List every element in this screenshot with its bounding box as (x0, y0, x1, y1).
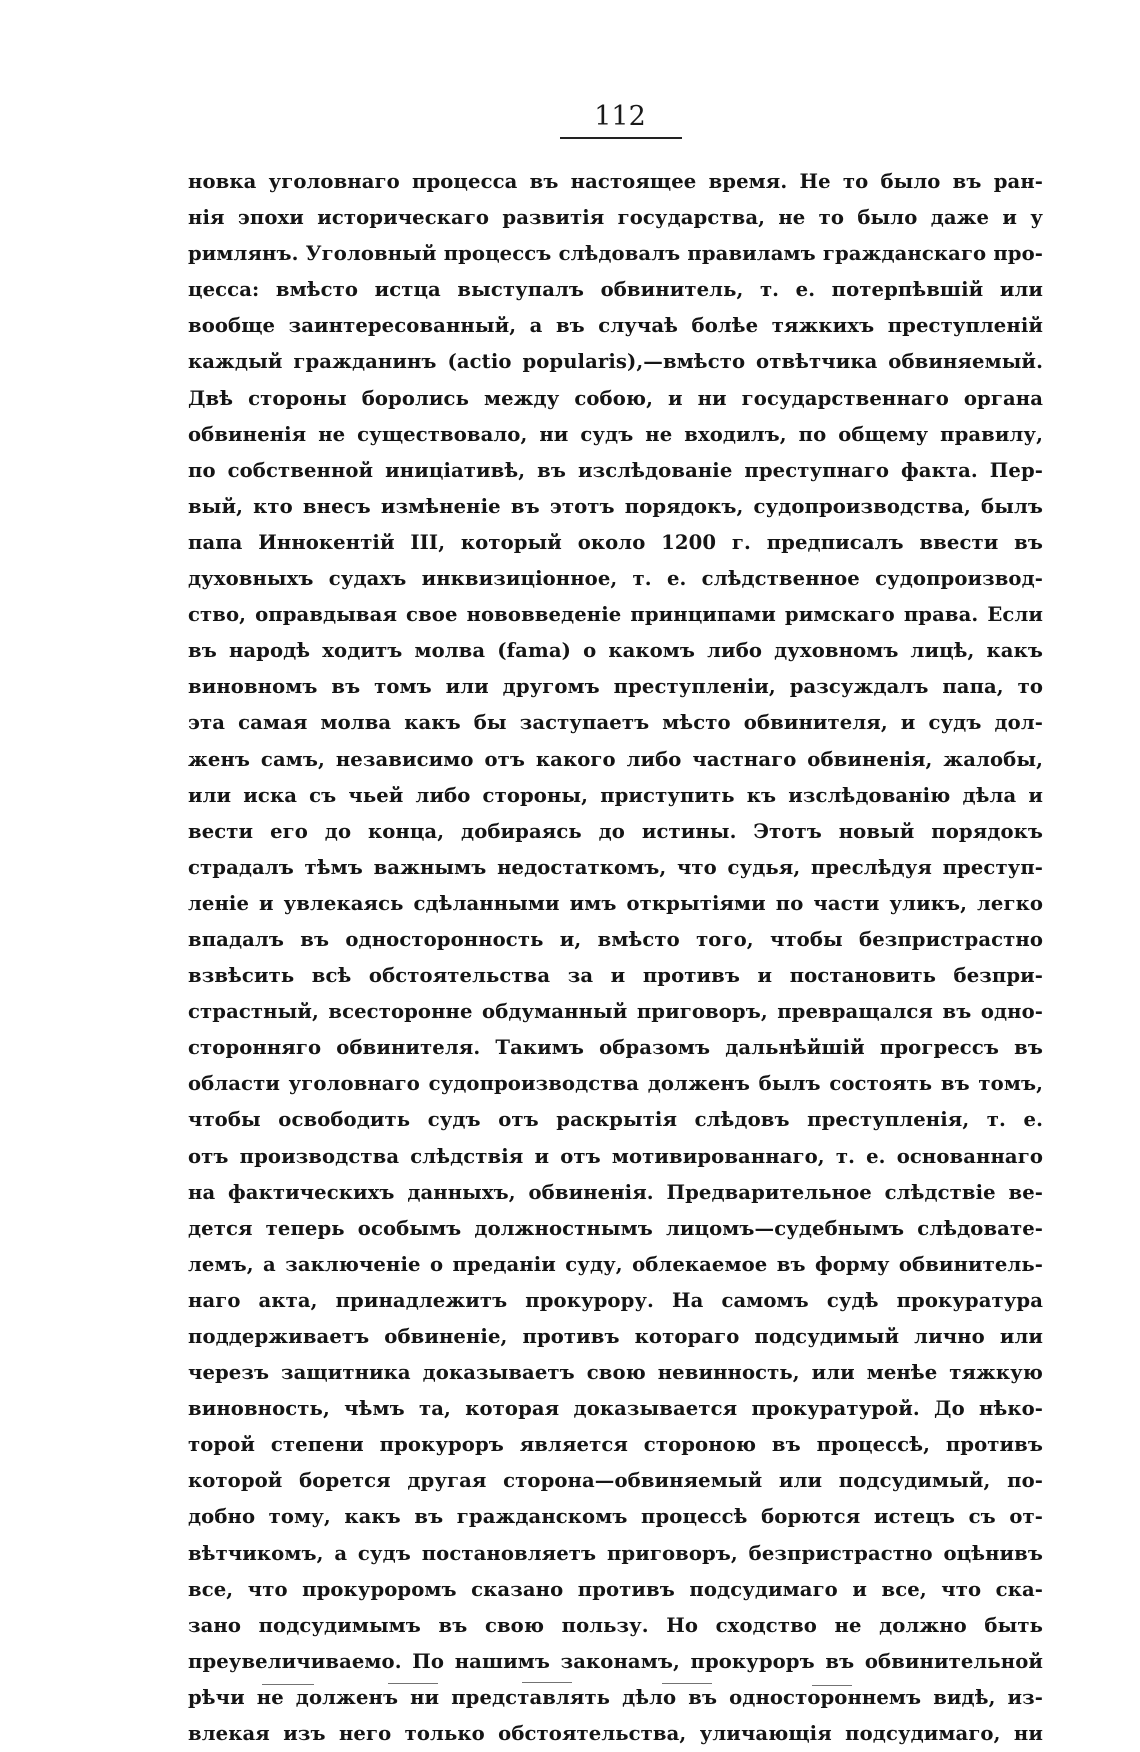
text-line: ство, оправдывая свое нововведеніе принципами римскаго права. Если (188, 603, 1043, 627)
text-line: впадалъ въ односторонность и, вмѣсто того, чтобы безпристрастно (188, 927, 1043, 951)
text-line: которой борется другая сторона—обвиняемый или подсудимый, по- (188, 1469, 1043, 1493)
scan-mark (388, 1683, 438, 1684)
text-line: вый, кто внесъ измѣненіе въ этотъ порядокъ, судопроизводства, былъ (188, 494, 1043, 518)
text-line: все, что прокуроромъ сказано противъ подсудимаго и все, что ска- (188, 1577, 1043, 1601)
text-line: отъ производства слѣдствія и отъ мотивированнаго, т. е. основаннаго (188, 1144, 1043, 1168)
text-line: сторонняго обвинителя. Такимъ образомъ дальнѣйшій прогрессъ въ (188, 1036, 1043, 1060)
text-line: преувеличиваемо. По нашимъ законамъ, прокуроръ въ обвинительной (188, 1649, 1043, 1673)
text-line: виновномъ въ томъ или другомъ преступленіи, разсуждалъ папа, то (188, 675, 1043, 699)
text-line: зано подсудимымъ въ свою пользу. Но сходство не должно быть (188, 1613, 1043, 1637)
text-line: цесса: вмѣсто истца выступалъ обвинитель, т. е. потерпѣвшій или (188, 278, 1043, 302)
text-line: добно тому, какъ въ гражданскомъ процессѣ борются истецъ съ от- (188, 1505, 1043, 1529)
text-line: духовныхъ судахъ инквизиціонное, т. е. слѣдственное судопроизвод- (188, 567, 1043, 591)
text-line: взвѣсить всѣ обстоятельства за и противъ и постановить безпри- (188, 964, 1043, 988)
text-line: или иска съ чьей либо стороны, приступить къ изслѣдованію дѣла и (188, 783, 1043, 807)
text-line: нія эпохи историческаго развитія государства, не то было даже и у (188, 206, 1043, 230)
scan-mark (522, 1682, 572, 1683)
scan-mark (662, 1683, 712, 1684)
scan-mark (812, 1685, 852, 1686)
text-line: чтобы освободить судъ отъ раскрытія слѣдовъ преступленія, т. е. (188, 1108, 1043, 1132)
text-line: обвиненія не существовало, ни судъ не входилъ, по общему правилу, (188, 422, 1043, 446)
text-line: римлянъ. Уголовный процессъ слѣдовалъ правиламъ гражданскаго про- (188, 242, 1043, 266)
text-line: влекая изъ него только обстоятельства, уличающія подсудимаго, ни (188, 1722, 1043, 1746)
page-number-underline (560, 137, 682, 139)
text-line: новка уголовнаго процесса въ настоящее время. Не то было въ ран- (188, 170, 1043, 193)
text-line: лемъ, а заключеніе о преданіи суду, облекаемое въ форму обвинитель- (188, 1252, 1043, 1276)
text-line: вести его до конца, добираясь до истины. Этотъ новый порядокъ (188, 819, 1043, 843)
text-line: вообще заинтересованный, а въ случаѣ болѣе тяжкихъ преступленій (188, 314, 1043, 338)
text-line: рѣчи не долженъ ни представлять дѣло въ одностороннемъ видѣ, из- (188, 1685, 1043, 1709)
text-line: торой степени прокуроръ является стороною въ процессѣ, противъ (188, 1433, 1043, 1457)
text-line: черезъ защитника доказываетъ свою невинность, или менѣе тяжкую (188, 1361, 1043, 1385)
body-text (188, 164, 1043, 1752)
text-line: страстный, всесторонне обдуманный приговоръ, превращался въ одно- (188, 1000, 1043, 1024)
text-line: въ народѣ ходитъ молва (fama) о какомъ либо духовномъ лицѣ, какъ (188, 639, 1043, 663)
text-line: леніе и увлекаясь сдѣланными имъ открытіями по части уликъ, легко (188, 891, 1043, 915)
text-line: виновность, чѣмъ та, которая доказывается прокуратурой. До нѣко- (188, 1397, 1043, 1421)
text-line: дется теперь особымъ должностнымъ лицомъ—судебнымъ слѣдовате- (188, 1216, 1043, 1240)
text-line: поддерживаетъ обвиненіе, противъ котораго подсудимый лично или (188, 1325, 1043, 1348)
text-line: каждый гражданинъ (actio popularis),—вмѣсто отвѣтчика обвиняемый. (188, 350, 1043, 374)
text-line: эта самая молва какъ бы заступаетъ мѣсто обвинителя, и судъ дол- (188, 711, 1043, 735)
scan-edge-marks (0, 1680, 1140, 1700)
text-line: вѣтчикомъ, а судъ постановляетъ приговоръ, безпристрастно оцѣнивъ (188, 1541, 1043, 1565)
text-line: области уголовнаго судопроизводства долженъ былъ состоять въ томъ, (188, 1072, 1043, 1096)
text-line: наго акта, принадлежитъ прокурору. На самомъ судѣ прокуратура (188, 1288, 1043, 1312)
text-line: на фактическихъ данныхъ, обвиненія. Предварительное слѣдствіе ве- (188, 1180, 1043, 1204)
text-line: страдалъ тѣмъ важнымъ недостаткомъ, что судья, преслѣдуя преступ- (188, 855, 1043, 879)
page-number: 112 (594, 101, 646, 132)
text-line: Двѣ стороны боролись между собою, и ни государственнаго органа (188, 386, 1043, 410)
text-line: женъ самъ, независимо отъ какого либо частнаго обвиненія, жалобы, (188, 747, 1043, 771)
scan-mark (262, 1684, 314, 1685)
text-line: папа Иннокентій III, который около 1200 г. предписалъ ввести въ (188, 530, 1043, 554)
text-line: по собственной иниціативѣ, въ изслѣдованіе преступнаго факта. Пер- (188, 458, 1043, 482)
